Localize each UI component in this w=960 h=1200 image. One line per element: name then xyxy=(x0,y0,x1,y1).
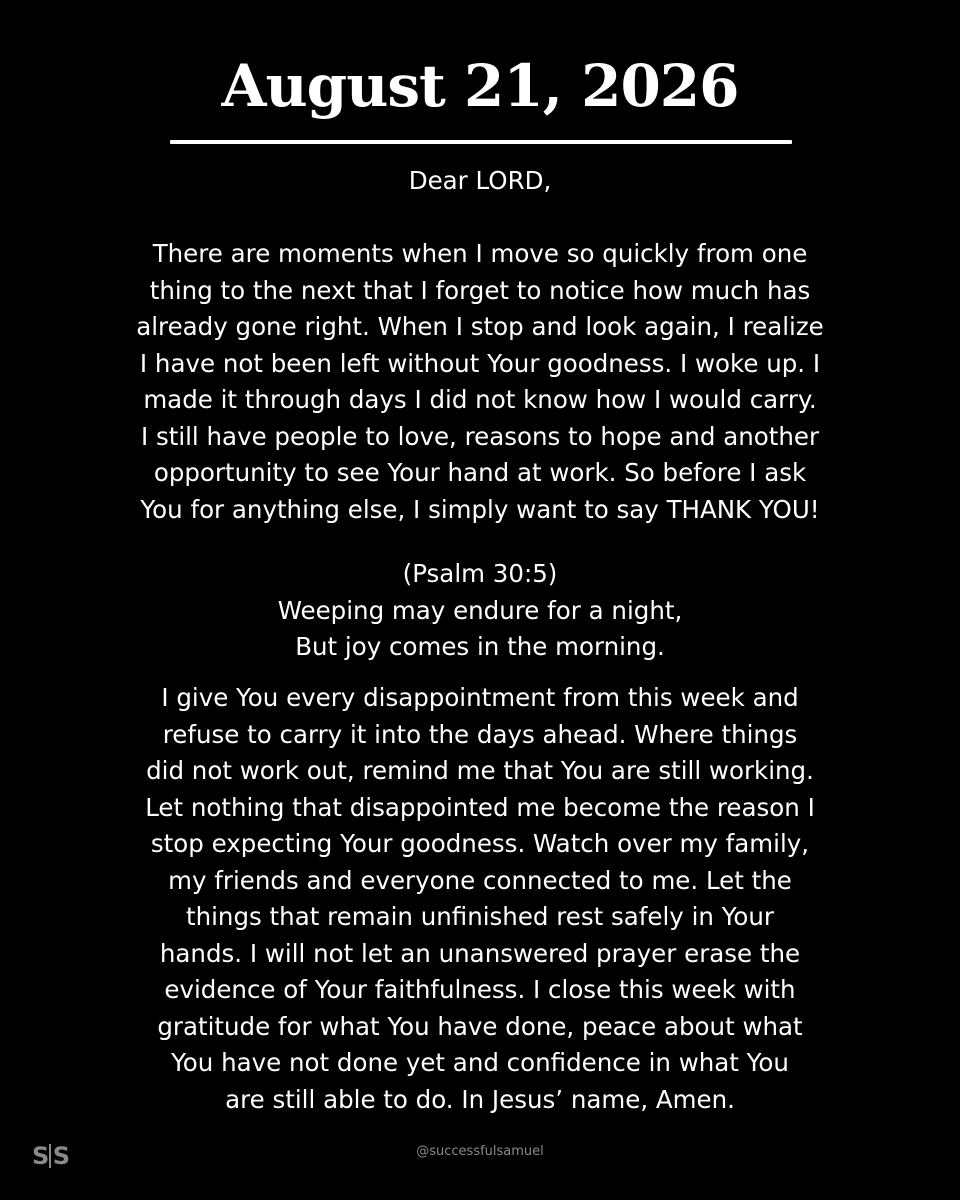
paragraph-line: I still have people to love, reasons to hope and another xyxy=(140,421,820,451)
title-divider xyxy=(170,140,792,144)
logo-letter-right: S xyxy=(52,1142,68,1170)
paragraph-line: gratitude for what You have done, peace about what xyxy=(157,1011,803,1041)
paragraph-line: made it through days I did not know how I would carry. xyxy=(143,385,817,414)
salutation-line: Dear LORD, xyxy=(408,166,552,195)
paragraph-line: You for anything else, I simply want to say THANK YOU! xyxy=(140,494,820,524)
scripture-reference: (Psalm 30:5) xyxy=(402,559,558,588)
paragraph-line: Let nothing that disappointed me become the reason I xyxy=(145,792,815,822)
social-handle: @successfulsamuel xyxy=(416,1144,544,1159)
page-title: August 21, 2026 xyxy=(221,52,739,120)
paragraph-line: There are moments when I move so quickly from one xyxy=(152,239,808,268)
paragraph-line: refuse to carry it into the days ahead. Where things xyxy=(162,719,798,749)
paragraph-line: hands. I will not let an unanswered prayer erase the xyxy=(159,938,801,968)
paragraph-line: my friends and everyone connected to me. Let the xyxy=(168,865,792,895)
paragraph-line: already gone right. When I stop and look again, I realize xyxy=(136,312,824,341)
scripture-line: But joy comes in the morning. xyxy=(295,632,665,661)
paragraph-line: evidence of Your faithfulness. I close this week with xyxy=(164,975,796,1004)
paragraph-line: stop expecting Your goodness. Watch over my family, xyxy=(150,829,810,858)
salutation xyxy=(60,163,900,200)
paragraph-line: things that remain unfinished rest safely in Your xyxy=(185,902,774,931)
paragraph-line: opportunity to see Your hand at work. So before I ask xyxy=(153,458,807,487)
scripture-line: Weeping may endure for a night, xyxy=(277,595,683,625)
scripture-quote xyxy=(60,556,900,666)
paragraph-2 xyxy=(60,680,900,1118)
paragraph-line: thing to the next that I forget to notice how much has xyxy=(149,275,811,305)
paragraph-1 xyxy=(60,236,900,528)
paragraph-line: did not work out, remind me that You are still working. xyxy=(146,756,814,785)
paragraph-line: You have not done yet and confidence in what You xyxy=(171,1048,789,1077)
paragraph-line: are still able to do. In Jesus’ name, Amen. xyxy=(225,1084,735,1114)
paragraph-line: I give You every disappointment from this week and xyxy=(161,683,799,712)
paragraph-line: I have not been left without Your goodness. I woke up. I xyxy=(139,348,821,378)
logo-letter-left: S xyxy=(32,1142,48,1170)
